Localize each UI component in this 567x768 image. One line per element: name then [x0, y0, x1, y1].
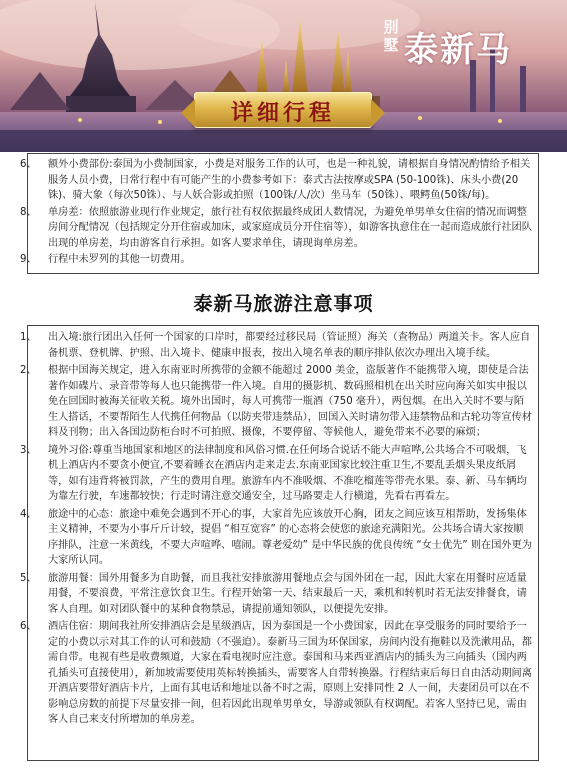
item-number: 2、	[20, 365, 37, 376]
item-text: 单房差：依照旅游业现行作业规定，旅行社有权依据最终成团人数情况，为避免单男单女住宿的情况而调整房间分配情况（包括规定分开住宿或加床，或家庭成员分开住宿等），如游客执意住在一起而造成旅行社团队出现的单房差，均由游客自行承担。如客人要求单住，请现询单房差。	[48, 206, 532, 249]
ribbon-label: 详细行程	[230, 100, 335, 126]
list-item	[20, 571, 532, 618]
header-banner	[0, 0, 567, 152]
item-number: 6、	[20, 159, 37, 170]
list-item	[20, 252, 532, 268]
item-number: 5、	[20, 572, 37, 584]
item-text: 境外习俗:尊重当地国家和地区的法律制度和风俗习惯.在任何场合说话不能大声喧哗,公共场合不可吸烟，飞机上酒店内不要贪小便宜,不要着睡衣在酒店内走来走去.东南亚国家比较注重卫生,不要乱丢烟头果皮纸屑等，如有违背将被罚款，产生的费用自理。旅游车内不准吸烟、不准吃榴莲等带壳水果。泰、新、马车辆均为靠左行驶，车速都较快；行走时请注意交通安全，过马路要走人行横道，先看右再看左。	[48, 444, 527, 502]
list-item	[20, 157, 532, 204]
item-number: 6、	[20, 621, 37, 632]
item-text: 行程中未罗列的其他一切费用。	[48, 254, 191, 265]
item-number: 1、	[20, 332, 37, 343]
item-number: 4、	[20, 508, 37, 520]
item-text: 旅途中的心态：旅途中难免会遇到不开心的事，大家首先应该放开心胸，团友之间应该互相帮助，发扬集体主义精神，不要为小事斤斤计较，提倡 “相互宽容” 的心态将会使您的旅途充满阳光。公共场合请大家按顺序排队，注意一米黄线，不要大声喧哗、嘻闹。尊老爱幼” 是中华民族的优良传统 “女士优先” 则在国外更为大家所认同。	[48, 508, 532, 566]
list-item	[20, 205, 532, 252]
item-text: 酒店住宿：期间我社所安排酒店会是星级酒店，因为泰国是一个小费国家，因此在享受服务的同时要给予一定的小费以示对其工作的认可和鼓励（不强迫）。泰新马三国为环保国家，房间内没有拖鞋以及洗漱用品，都需自带。电视有些是收费频道，大家在看电视时应注意。泰国和马来西亚酒店内的插头为三向插头（国内两孔插头可直接使用），新加坡需要使用英标转换插头，需要客人自带转换器。行程结束后每日自由活动期间离开酒店要带好酒店卡片，上面有其电话和地址以备不时之需，原则上安排同性 2 人一间，夫妻团员可以在不影响总房数的前提下尽量安排一间，但若因此出现单男单女，导游或领队有权调配。若客人坚持已见，需由客人自己来支付所增加的单房差。	[48, 621, 532, 725]
section-title: 泰新马旅游注意事项	[193, 293, 374, 315]
brand-main-title: 泰新马	[404, 30, 512, 70]
item-number: 3、	[20, 444, 37, 456]
item-number: 8、	[20, 206, 37, 218]
list-item	[20, 507, 532, 569]
brand-subtitle: 别墅	[383, 18, 399, 54]
list-item	[20, 443, 532, 505]
fees-box	[20, 153, 539, 274]
list-item	[20, 363, 532, 441]
item-text: 额外小费部份:泰国为小费制国家，小费是对服务工作的认可，也是一种礼貌，请根据自身情况酌情给予相关服务人员小费，日常行程中有可能产生的小费参考如下：泰式古法按摩或SPA (50-100铢)、床头小费(20铢)、骑大象（每次50铢）、与人妖合影或拍照（100铢/人/次）坐马车（50铢）、喂鳄鱼(50铢/每)。	[48, 159, 531, 201]
item-number: 9、	[20, 254, 37, 265]
item-text: 旅游用餐：国外用餐多为自助餐，而且我社安排旅游用餐地点会与国外团在一起，因此大家在用餐时应适量用餐，不要浪费，平常注意饮食卫生。行程开始第一天、结束最后一天，乘机和转机时若无法安排餐食，请客人自理。如对团队餐中的某种食物禁忌，请提前通知领队，以便提先安排。	[48, 572, 527, 615]
itinerary-ribbon	[194, 92, 372, 128]
notice-box	[20, 325, 539, 761]
item-text: 出入境:旅行团出入任何一个国家的口岸时，都要经过移民局（管证照）海关（查物品）两道关卡。客人应自备机票、登机牌、护照、出入境卡、健康申报表，按出入境名单表的顺序排队依次办理出入境手续。	[48, 332, 531, 359]
item-text: 根据中国海关规定，进入东南亚时所携带的金额不能超过 2000 美金，盗版著作不能携带入境，即使是合法著作如碟片、录音带等每人也只能携带一件入境。自用的摄影机、数码照相机在出关时应向海关如实申报以免在回国时被海关征收关税。境外出国时，每人可携带一瓶酒（750 毫升），两包烟。在出入关时不要与陌生人搭话，不要帮陌生人代携任何物品（以防夹带违禁品），回国入关时请勿带入违禁物品和古轮功等宣传材料及刊物；出入各国边防柜台时不可拍照、摄像，不要停留、等候他人，避免带来不必要的麻烦；	[48, 365, 532, 438]
list-item	[20, 619, 532, 728]
list-item	[20, 330, 532, 361]
